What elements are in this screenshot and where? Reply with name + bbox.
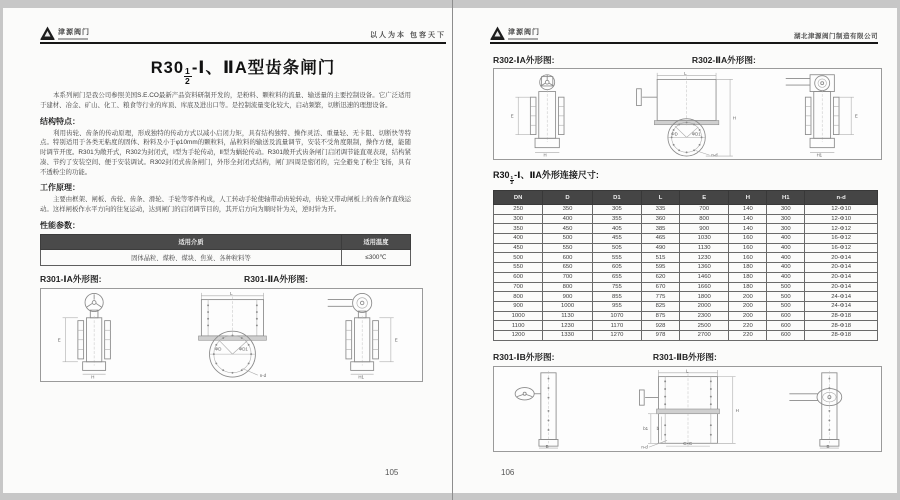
table-cell: 160 — [729, 243, 767, 253]
table-cell: 固体晶粒、煤粉、煤块、焦炭、各种粒料等 — [41, 249, 342, 265]
table-cell: 515 — [642, 253, 680, 263]
table-cell: 140 — [729, 205, 767, 215]
table-cell: 28-Φ18 — [805, 330, 878, 340]
connection-dimensions-heading: R30 $\frac{1}{2}$ -Ⅰ、ⅡA外形连接尺寸: — [493, 170, 599, 186]
table-cell: 24-Φ14 — [805, 301, 878, 311]
drawing-frame-r302a — [493, 68, 882, 160]
figure-heading-r301-2a: R301-ⅡA外形图: — [244, 273, 308, 284]
table-cell: 1230 — [680, 253, 729, 263]
figure-heading-r301-1a: R301-ⅠA外形图: — [40, 273, 102, 284]
table-row — [494, 330, 878, 340]
svg-text:n-d: n-d — [640, 444, 648, 449]
title-prefix: R30 — [150, 59, 185, 77]
svg-text:B: B — [545, 444, 549, 449]
table-cell: 405 — [592, 224, 641, 234]
table-cell: 300 — [494, 214, 543, 224]
table-row — [494, 243, 878, 253]
table-cell: 500 — [767, 292, 805, 302]
table-cell: 1170 — [592, 321, 641, 331]
r301-1a-side-view-drawing — [47, 291, 147, 379]
table-cell: 600 — [543, 253, 592, 263]
table-cell: 400 — [543, 214, 592, 224]
page-left — [3, 8, 452, 493]
column-header: H1 — [767, 191, 805, 205]
figure-headings-row — [40, 273, 411, 285]
svg-text:ΦD: ΦD — [214, 346, 221, 352]
column-header: D1 — [592, 191, 641, 205]
drawing-frame-r301b — [493, 366, 882, 452]
table-cell: 1070 — [592, 311, 641, 321]
table-cell: 2500 — [680, 321, 729, 331]
table-cell: 24-Φ14 — [805, 292, 878, 302]
table-cell: 825 — [642, 301, 680, 311]
figure-headings-row — [493, 54, 883, 66]
table-cell: 20-Φ14 — [805, 272, 878, 282]
section-body-structure: 利用齿轮、齿条的传动原理，形成独特的传动方式以减小启闭力矩，具有结构独特、操作灵活、重量轻、无卡阻、切断快等特点。特别适用于各类无粘度的固体、粉料及小于φ10mm的颗粒料，晶粒料的输送及流量调节，安装不受角度限制，操作方便，能随时调节开度。R301为敞开式，R302为封闭式，Ⅰ型为手轮传动，Ⅱ型为蜗轮传动。R301敞开式齿条闸门启闭调节能直观表现，结构紧凑、节约了安装空间、便于安装调试。R302封闭式齿条闸门，外形全封闭式结构，闸门四周是密闭的，完全避免了粉尘飞扬，具有不透粉尘的功能。 — [40, 129, 411, 176]
table-cell: 500 — [767, 301, 805, 311]
table-cell: 350 — [494, 224, 543, 234]
table-cell: ≤300℃ — [341, 249, 410, 265]
table-cell: 1030 — [680, 234, 729, 244]
svg-text:H: H — [91, 374, 95, 379]
r301-2b-side-view-drawing — [781, 369, 873, 449]
table-cell: 775 — [642, 292, 680, 302]
table-cell: 400 — [494, 234, 543, 244]
table-cell: 600 — [767, 330, 805, 340]
table-cell: 160 — [729, 234, 767, 244]
title-suffix: -Ⅰ、ⅡA型齿条闸门 — [191, 59, 336, 77]
table-cell: 140 — [729, 224, 767, 234]
r302-front-view-drawing — [603, 71, 773, 157]
table-cell: 20-Φ14 — [805, 282, 878, 292]
r301-1a-front-view-drawing — [148, 291, 316, 379]
table-cell: 555 — [592, 253, 641, 263]
column-header: 适用介质 — [41, 234, 342, 249]
page-header — [490, 16, 878, 44]
table-cell: 450 — [543, 224, 592, 234]
table-cell: 305 — [592, 205, 641, 215]
table-cell: 355 — [592, 214, 641, 224]
mountain-logo-icon — [490, 26, 505, 40]
table-cell: 700 — [543, 272, 592, 282]
table-cell: 385 — [642, 224, 680, 234]
table-cell: 400 — [767, 253, 805, 263]
page-divider-line — [452, 0, 453, 500]
table-cell: 900 — [543, 292, 592, 302]
table-cell: 655 — [592, 272, 641, 282]
table-cell: 505 — [592, 243, 641, 253]
table-cell: 700 — [680, 205, 729, 215]
svg-text:C×C: C×C — [682, 441, 692, 447]
svg-text:H: H — [732, 115, 736, 121]
title-fraction: $\frac{1}{2}$ — [185, 66, 191, 86]
table-cell: 465 — [642, 234, 680, 244]
section-body-principle: 主要由框架、闸板、齿轮、齿条、滑轮、手轮等零件构成，人工转动手轮使轴带动齿轮转动，齿轮又带动闸板上的齿条作直线运动。这样闸板作水平方向的往复运动，达到闸门的启闭调节目的，其开启方向为顺时针为关，逆时针为开。 — [40, 196, 411, 214]
table-cell: 1000 — [543, 301, 592, 311]
table-cell: 1800 — [680, 292, 729, 302]
svg-text:b1: b1 — [642, 425, 648, 431]
table-row — [494, 282, 878, 292]
table-cell: 1230 — [543, 321, 592, 331]
table-cell: 180 — [729, 282, 767, 292]
left-page-content — [40, 44, 446, 382]
table-cell: 455 — [592, 234, 641, 244]
table-cell: 650 — [543, 263, 592, 273]
figure-headings-row — [493, 351, 883, 363]
column-header: D — [543, 191, 592, 205]
table-cell: 28-Φ18 — [805, 321, 878, 331]
table-cell: 140 — [729, 214, 767, 224]
table-cell: 875 — [642, 311, 680, 321]
table-cell: 1360 — [680, 263, 729, 273]
figure-heading-r301-2b: R301-ⅡB外形图: — [652, 352, 717, 362]
table-cell: 20-Φ14 — [805, 263, 878, 273]
table-cell: 1200 — [494, 330, 543, 340]
table-cell: 335 — [642, 205, 680, 215]
page-number-right: 106 — [501, 468, 515, 477]
table-row — [494, 253, 878, 263]
brand-name: 津源阀门 — [58, 28, 90, 36]
table-row — [494, 292, 878, 302]
figure-heading-r302-1a: R302-ⅠA外形图: — [493, 55, 555, 65]
table-cell: 2300 — [680, 311, 729, 321]
table-cell: 12-Φ10 — [805, 205, 878, 215]
connection-dimensions-table — [493, 190, 878, 341]
figure-heading-r302-2a: R302-ⅡA外形图: — [691, 55, 756, 65]
svg-text:H1: H1 — [358, 374, 364, 379]
table-row — [41, 249, 411, 265]
table-cell: 1270 — [592, 330, 641, 340]
table-cell: 400 — [767, 234, 805, 244]
table-cell: 1130 — [543, 311, 592, 321]
table-row — [494, 224, 878, 234]
table-cell: 220 — [729, 330, 767, 340]
table-cell: 620 — [642, 272, 680, 282]
table-cell: 1460 — [680, 272, 729, 282]
table-cell: 250 — [494, 205, 543, 215]
table-cell: 200 — [729, 292, 767, 302]
svg-text:ΦD1: ΦD1 — [691, 131, 701, 137]
table-cell: 300 — [767, 214, 805, 224]
svg-text:H: H — [543, 152, 547, 157]
table-cell: 500 — [494, 253, 543, 263]
table-cell: 1100 — [494, 321, 543, 331]
table-row — [494, 321, 878, 331]
performance-parameters-table — [40, 234, 411, 266]
column-header: L — [642, 191, 680, 205]
table-cell: 595 — [642, 263, 680, 273]
brand-subtext-bar — [58, 38, 88, 40]
table-cell: 180 — [729, 272, 767, 282]
table-cell: 200 — [729, 301, 767, 311]
page-title — [40, 54, 446, 85]
r301-1b-side-view-drawing — [502, 369, 594, 449]
table-row — [494, 301, 878, 311]
table-header-row — [41, 234, 411, 249]
table-cell: 755 — [592, 282, 641, 292]
svg-text:B: B — [826, 444, 830, 449]
table-cell: 300 — [767, 224, 805, 234]
table-cell: 2700 — [680, 330, 729, 340]
table-row — [494, 234, 878, 244]
page-number-left: 105 — [385, 468, 399, 477]
column-header: H — [729, 191, 767, 205]
table-cell: 490 — [642, 243, 680, 253]
brand-logo — [40, 26, 90, 40]
drawing-frame-r301a — [40, 288, 423, 382]
table-cell: 300 — [767, 205, 805, 215]
table-cell: 160 — [729, 253, 767, 263]
svg-text:ΦD: ΦD — [670, 131, 678, 137]
svg-text:E: E — [510, 113, 514, 119]
brand-logo — [490, 26, 540, 40]
table-row — [494, 205, 878, 215]
table-cell: 16-Φ12 — [805, 243, 878, 253]
column-header: 适用温度 — [341, 234, 410, 249]
page-header — [40, 16, 446, 44]
section-heading-principle: 工作原理： — [40, 183, 80, 193]
table-cell: 2000 — [680, 301, 729, 311]
table-cell: 700 — [494, 282, 543, 292]
table-cell: 855 — [592, 292, 641, 302]
company-name: 湖北津源阀门制造有限公司 — [794, 33, 878, 40]
svg-text:ΦD1: ΦD1 — [238, 346, 248, 352]
mountain-logo-icon — [40, 26, 55, 40]
table-cell: 28-Φ18 — [805, 311, 878, 321]
table-cell: 400 — [767, 243, 805, 253]
table-cell: 550 — [543, 243, 592, 253]
svg-text:n-d: n-d — [259, 372, 266, 378]
r301-2a-side-view-drawing — [316, 291, 416, 379]
table-cell: 20-Φ14 — [805, 253, 878, 263]
table-cell: 800 — [543, 282, 592, 292]
column-header: E — [680, 191, 729, 205]
brand-subtext-bar — [508, 38, 538, 40]
table-cell: 12-Φ12 — [805, 224, 878, 234]
intro-paragraph: 本系列闸门是我公司参照美国S.E.CO最新产品资料研制开发的，是粉料、颗粒料的流量、输送量的主要控制设备。它广泛适用于建材、冶金、矿山、化工、粮食等行业的库顶、库底及进出口等。是控制流量变化较大，启动频繁，切断迅速的理想设备。 — [40, 92, 411, 109]
table-cell: 400 — [767, 272, 805, 282]
table-cell: 200 — [729, 311, 767, 321]
table-cell: 16-Φ12 — [805, 234, 878, 244]
table-row — [494, 272, 878, 282]
table-cell: 360 — [642, 214, 680, 224]
table-cell: 605 — [592, 263, 641, 273]
table-cell: 800 — [494, 292, 543, 302]
svg-text:b: b — [656, 425, 659, 431]
column-header: DN — [494, 191, 543, 205]
svg-text:L: L — [229, 290, 233, 296]
table-row — [494, 214, 878, 224]
table-row — [494, 311, 878, 321]
figure-heading-r301-1b: R301-ⅠB外形图: — [493, 352, 555, 362]
table-cell: 670 — [642, 282, 680, 292]
svg-text:L: L — [683, 71, 687, 76]
table-cell: 900 — [494, 301, 543, 311]
header-slogan: 以人为本 包容天下 — [370, 32, 446, 39]
table-header-row — [494, 191, 878, 205]
r302-1a-side-view-drawing — [502, 71, 598, 157]
table-cell: 600 — [767, 321, 805, 331]
section-heading-structure: 结构特点： — [40, 116, 80, 126]
table-cell: 955 — [592, 301, 641, 311]
svg-text:E: E — [394, 337, 398, 343]
table-row — [494, 263, 878, 273]
svg-text:E: E — [854, 113, 858, 119]
table-cell: 1000 — [494, 311, 543, 321]
table-cell: 220 — [729, 321, 767, 331]
table-cell: 12-Φ10 — [805, 214, 878, 224]
table-cell: 400 — [767, 263, 805, 273]
table-cell: 500 — [543, 234, 592, 244]
table-cell: 1130 — [680, 243, 729, 253]
table-cell: 550 — [494, 263, 543, 273]
table-cell: 978 — [642, 330, 680, 340]
table-cell: 500 — [767, 282, 805, 292]
heading-fraction: $\frac{1}{2}$ — [510, 174, 514, 186]
section-heading-parameters: 性能参数： — [40, 220, 80, 230]
table-cell: 450 — [494, 243, 543, 253]
table-cell: 180 — [729, 263, 767, 273]
table-cell: 928 — [642, 321, 680, 331]
svg-text:L: L — [685, 369, 689, 374]
table-cell: 350 — [543, 205, 592, 215]
table-cell: 1660 — [680, 282, 729, 292]
svg-text:E: E — [57, 337, 61, 343]
brand-name: 津源阀门 — [508, 28, 540, 36]
table-cell: 600 — [767, 311, 805, 321]
table-cell: 800 — [680, 214, 729, 224]
page-right — [453, 8, 897, 493]
table-cell: 900 — [680, 224, 729, 234]
svg-text:H1: H1 — [816, 152, 823, 157]
svg-text:n-d: n-d — [710, 152, 718, 157]
svg-text:H: H — [735, 407, 739, 413]
r301-b-front-view-drawing — [604, 369, 772, 449]
table-cell: 600 — [494, 272, 543, 282]
r302-2a-side-view-drawing — [777, 71, 873, 157]
table-cell: 1330 — [543, 330, 592, 340]
column-header: n-d — [805, 191, 878, 205]
